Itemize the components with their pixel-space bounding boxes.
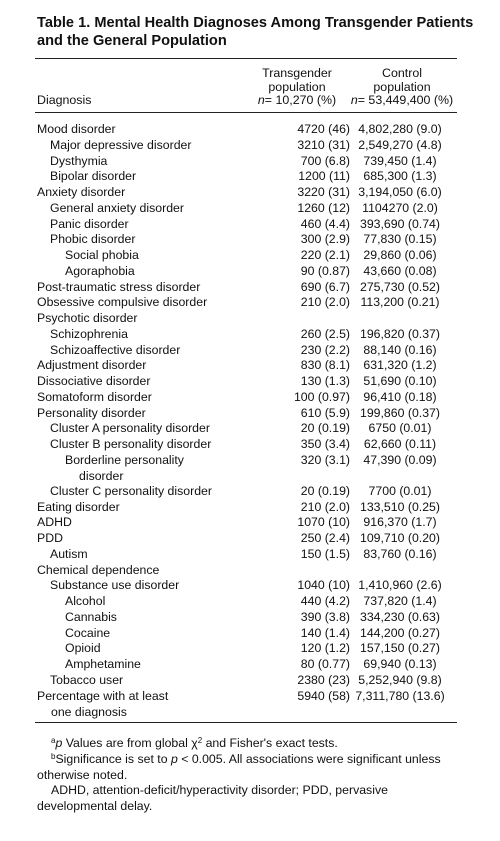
- control-value: 196,820 (0.37): [360, 326, 440, 341]
- table-row: [0, 640, 500, 656]
- control-value: 47,390 (0.09): [363, 452, 437, 467]
- trans-value: 220 (2.1): [300, 248, 350, 262]
- control-value: 109,710 (0.20): [360, 531, 440, 545]
- trans-value: 150 (1.5): [300, 546, 350, 561]
- control-value: 7700 (0.01): [368, 483, 432, 498]
- table-row: [0, 593, 500, 609]
- trans-value: 130 (1.3): [300, 374, 350, 388]
- control-value: 199,860 (0.37): [360, 405, 440, 420]
- diagnosis-label: Adjustment disorder: [37, 358, 147, 373]
- diagnosis-label: PDD: [37, 531, 63, 545]
- trans-value: 210 (2.0): [300, 295, 350, 310]
- table-row: [0, 436, 500, 452]
- trans-value: 460 (4.4): [300, 216, 350, 231]
- diagnosis-label: Psychotic disorder: [37, 311, 138, 325]
- trans-value: 300 (2.9): [300, 232, 350, 247]
- table-row: [0, 326, 500, 342]
- trans-value: 80 (0.77): [300, 657, 350, 671]
- diagnosis-label: Anxiety disorder: [37, 185, 126, 199]
- table-row: [0, 546, 500, 562]
- table-row: [0, 405, 500, 421]
- table-row: [0, 530, 500, 546]
- control-value: 2,549,270 (4.8): [358, 137, 442, 152]
- trans-value: 100 (0.97): [293, 389, 350, 404]
- control-value: 157,150 (0.27): [360, 641, 440, 656]
- trans-header-n: n= 10,270 (%): [257, 93, 337, 107]
- table-row: [0, 357, 500, 373]
- diagnosis-label: Somatoform disorder: [37, 389, 152, 404]
- diagnosis-label: Borderline personality disorder: [65, 452, 184, 483]
- trans-value: 120 (1.2): [300, 641, 350, 656]
- control-value: 133,510 (0.25): [360, 499, 440, 514]
- diagnosis-label: Substance use disorder: [50, 578, 180, 593]
- diagnosis-label: Major depressive disorder: [50, 137, 192, 152]
- diagnosis-label: Social phobia: [65, 248, 139, 262]
- table-row: [0, 483, 500, 499]
- trans-value: 20 (0.19): [300, 421, 350, 436]
- trans-value: 610 (5.9): [300, 405, 350, 420]
- control-value: 739,450 (1.4): [363, 153, 437, 168]
- table-row: [0, 200, 500, 216]
- control-header-line2: population: [373, 79, 431, 94]
- table-row: [0, 373, 500, 389]
- control-value: 334,230 (0.63): [360, 609, 440, 624]
- diagnosis-label: Schizoaffective disorder: [50, 342, 181, 357]
- diagnosis-label: Dysthymia: [50, 153, 108, 168]
- trans-value: 3210 (31): [297, 137, 350, 152]
- diagnosis-label: Cluster B personality disorder: [50, 437, 212, 451]
- diagnosis-label: Tobacco user: [50, 672, 124, 687]
- table-row: [0, 247, 500, 263]
- trans-value: 90 (0.87): [300, 263, 350, 278]
- trans-value: 5940 (58): [297, 688, 350, 703]
- diagnosis-label: Obsessive compulsive disorder: [37, 295, 208, 310]
- table-row: [0, 609, 500, 625]
- diagnosis-label: Panic disorder: [50, 216, 129, 231]
- footnote-abbreviations: ADHD, attention-deficit/hyperactivity disorder; PDD, pervasive developmental delay.: [37, 783, 388, 813]
- diagnosis-column-header: Diagnosis: [37, 93, 92, 107]
- header-rule: [35, 112, 457, 113]
- table-row: [0, 153, 500, 169]
- bottom-rule: [35, 722, 457, 723]
- trans-value: 4720 (46): [297, 122, 350, 136]
- table-row: [0, 688, 500, 719]
- table-row: [0, 310, 500, 326]
- diagnosis-label: Eating disorder: [37, 499, 120, 514]
- trans-value: 1040 (10): [297, 578, 350, 593]
- table-row: [0, 121, 500, 137]
- table-row: [0, 452, 500, 483]
- diagnosis-label: ADHD: [37, 515, 72, 530]
- trans-value: 2380 (23): [297, 672, 350, 687]
- table-row: [0, 184, 500, 200]
- control-value: 275,730 (0.52): [360, 279, 440, 294]
- table-row: [0, 137, 500, 153]
- control-value: 4,802,280 (9.0): [358, 122, 442, 136]
- trans-value: 440 (4.2): [300, 594, 350, 608]
- control-value: 62,660 (0.11): [363, 437, 437, 451]
- diagnosis-label: Dissociative disorder: [37, 374, 151, 388]
- trans-value: 320 (3.1): [300, 452, 350, 467]
- table-row: [0, 577, 500, 593]
- control-column-header: [336, 67, 468, 108]
- diagnosis-label: Schizophrenia: [50, 326, 128, 341]
- control-value: 7,311,780 (13.6): [355, 688, 445, 703]
- control-value: 685,300 (1.3): [363, 169, 437, 184]
- table-row: [0, 263, 500, 279]
- trans-value: 250 (2.4): [300, 531, 350, 545]
- control-value: 77,830 (0.15): [363, 232, 437, 247]
- table-row: [0, 514, 500, 530]
- control-value: 1104270 (2.0): [362, 200, 438, 215]
- trans-value: 210 (2.0): [300, 499, 350, 514]
- control-value: 144,200 (0.27): [360, 625, 440, 640]
- diagnosis-label: Personality disorder: [37, 405, 146, 420]
- diagnosis-label: Chemical dependence: [37, 562, 160, 577]
- control-value: 88,140 (0.16): [363, 342, 437, 357]
- footnote-b: $^b$Significance is set to p < 0.005. All associations were significant unless otherwise noted.: [37, 752, 441, 782]
- diagnosis-label: Phobic disorder: [50, 232, 136, 247]
- diagnosis-label: Cluster A personality disorder: [50, 421, 210, 436]
- trans-value: 140 (1.4): [300, 625, 350, 640]
- diagnosis-label: Amphetamine: [65, 657, 141, 671]
- control-value: 83,760 (0.16): [363, 546, 437, 561]
- table-row: [0, 562, 500, 578]
- diagnosis-label: Opioid: [65, 641, 101, 656]
- trans-value: 350 (3.4): [300, 437, 350, 451]
- diagnosis-label: Cluster C personality disorder: [50, 483, 212, 498]
- trans-value: 830 (8.1): [300, 358, 350, 373]
- control-value: 51,690 (0.10): [363, 374, 437, 388]
- control-value: 5,252,940 (9.8): [358, 672, 442, 687]
- diagnosis-label: Cannabis: [65, 609, 117, 624]
- control-value: 916,370 (1.7): [363, 515, 437, 530]
- control-value: 113,200 (0.21): [360, 295, 440, 310]
- table-title: Table 1. Mental Health Diagnoses Among Transgender Patients and the General Population: [37, 15, 474, 49]
- control-value: 6750 (0.01): [368, 421, 432, 436]
- footnote-a: $^a$p Values are from global $\chi^2$ and Fisher's exact tests.: [51, 736, 338, 750]
- trans-value: 1200 (11): [298, 169, 350, 184]
- control-header-n: n= 53,449,400 (%): [350, 93, 454, 107]
- control-header-line1: Control: [382, 66, 422, 80]
- table-row: [0, 389, 500, 405]
- diagnosis-label: Bipolar disorder: [50, 169, 137, 184]
- table-row: [0, 656, 500, 672]
- table-row: [0, 231, 500, 247]
- control-value: 96,410 (0.18): [363, 389, 437, 404]
- diagnosis-label: Percentage with at least one diagnosis: [37, 688, 169, 719]
- diagnosis-label: Post-traumatic stress disorder: [37, 279, 201, 294]
- top-rule: [35, 58, 457, 59]
- trans-value: 20 (0.19): [300, 483, 350, 498]
- trans-value: 690 (6.7): [300, 279, 350, 294]
- table-row: [0, 216, 500, 232]
- table-row: [0, 294, 500, 310]
- diagnosis-label: Agoraphobia: [65, 263, 135, 278]
- table-row: [0, 279, 500, 295]
- table-row: [0, 672, 500, 688]
- trans-value: 3220 (31): [297, 185, 350, 199]
- table-row: [0, 420, 500, 436]
- trans-header-line2: population: [268, 79, 326, 94]
- control-value: 3,194,050 (6.0): [358, 185, 442, 199]
- diagnosis-label: Cocaine: [65, 625, 111, 640]
- table-row: [0, 342, 500, 358]
- diagnosis-label: General anxiety disorder: [50, 200, 184, 215]
- table-row: [0, 625, 500, 641]
- trans-value: 230 (2.2): [300, 342, 350, 357]
- control-value: 29,860 (0.06): [363, 248, 437, 262]
- table-row: [0, 499, 500, 515]
- diagnosis-label: Alcohol: [65, 594, 106, 608]
- control-value: 737,820 (1.4): [363, 594, 437, 608]
- table-row: [0, 168, 500, 184]
- trans-value: 1070 (10): [297, 515, 350, 530]
- control-value: 631,320 (1.2): [363, 358, 437, 373]
- trans-header-line1: Transgender: [262, 66, 332, 80]
- diagnosis-label: Autism: [50, 546, 88, 561]
- control-value: 1,410,960 (2.6): [358, 578, 442, 593]
- control-value: 43,660 (0.08): [363, 263, 437, 278]
- trans-value: 1260 (12): [297, 200, 350, 215]
- control-value: 393,690 (0.74): [360, 216, 440, 231]
- diagnosis-label: Mood disorder: [37, 122, 116, 136]
- trans-value: 700 (6.8): [300, 153, 350, 168]
- trans-value: 260 (2.5): [300, 326, 350, 341]
- trans-value: 390 (3.8): [300, 609, 350, 624]
- control-value: 69,940 (0.13): [363, 657, 437, 671]
